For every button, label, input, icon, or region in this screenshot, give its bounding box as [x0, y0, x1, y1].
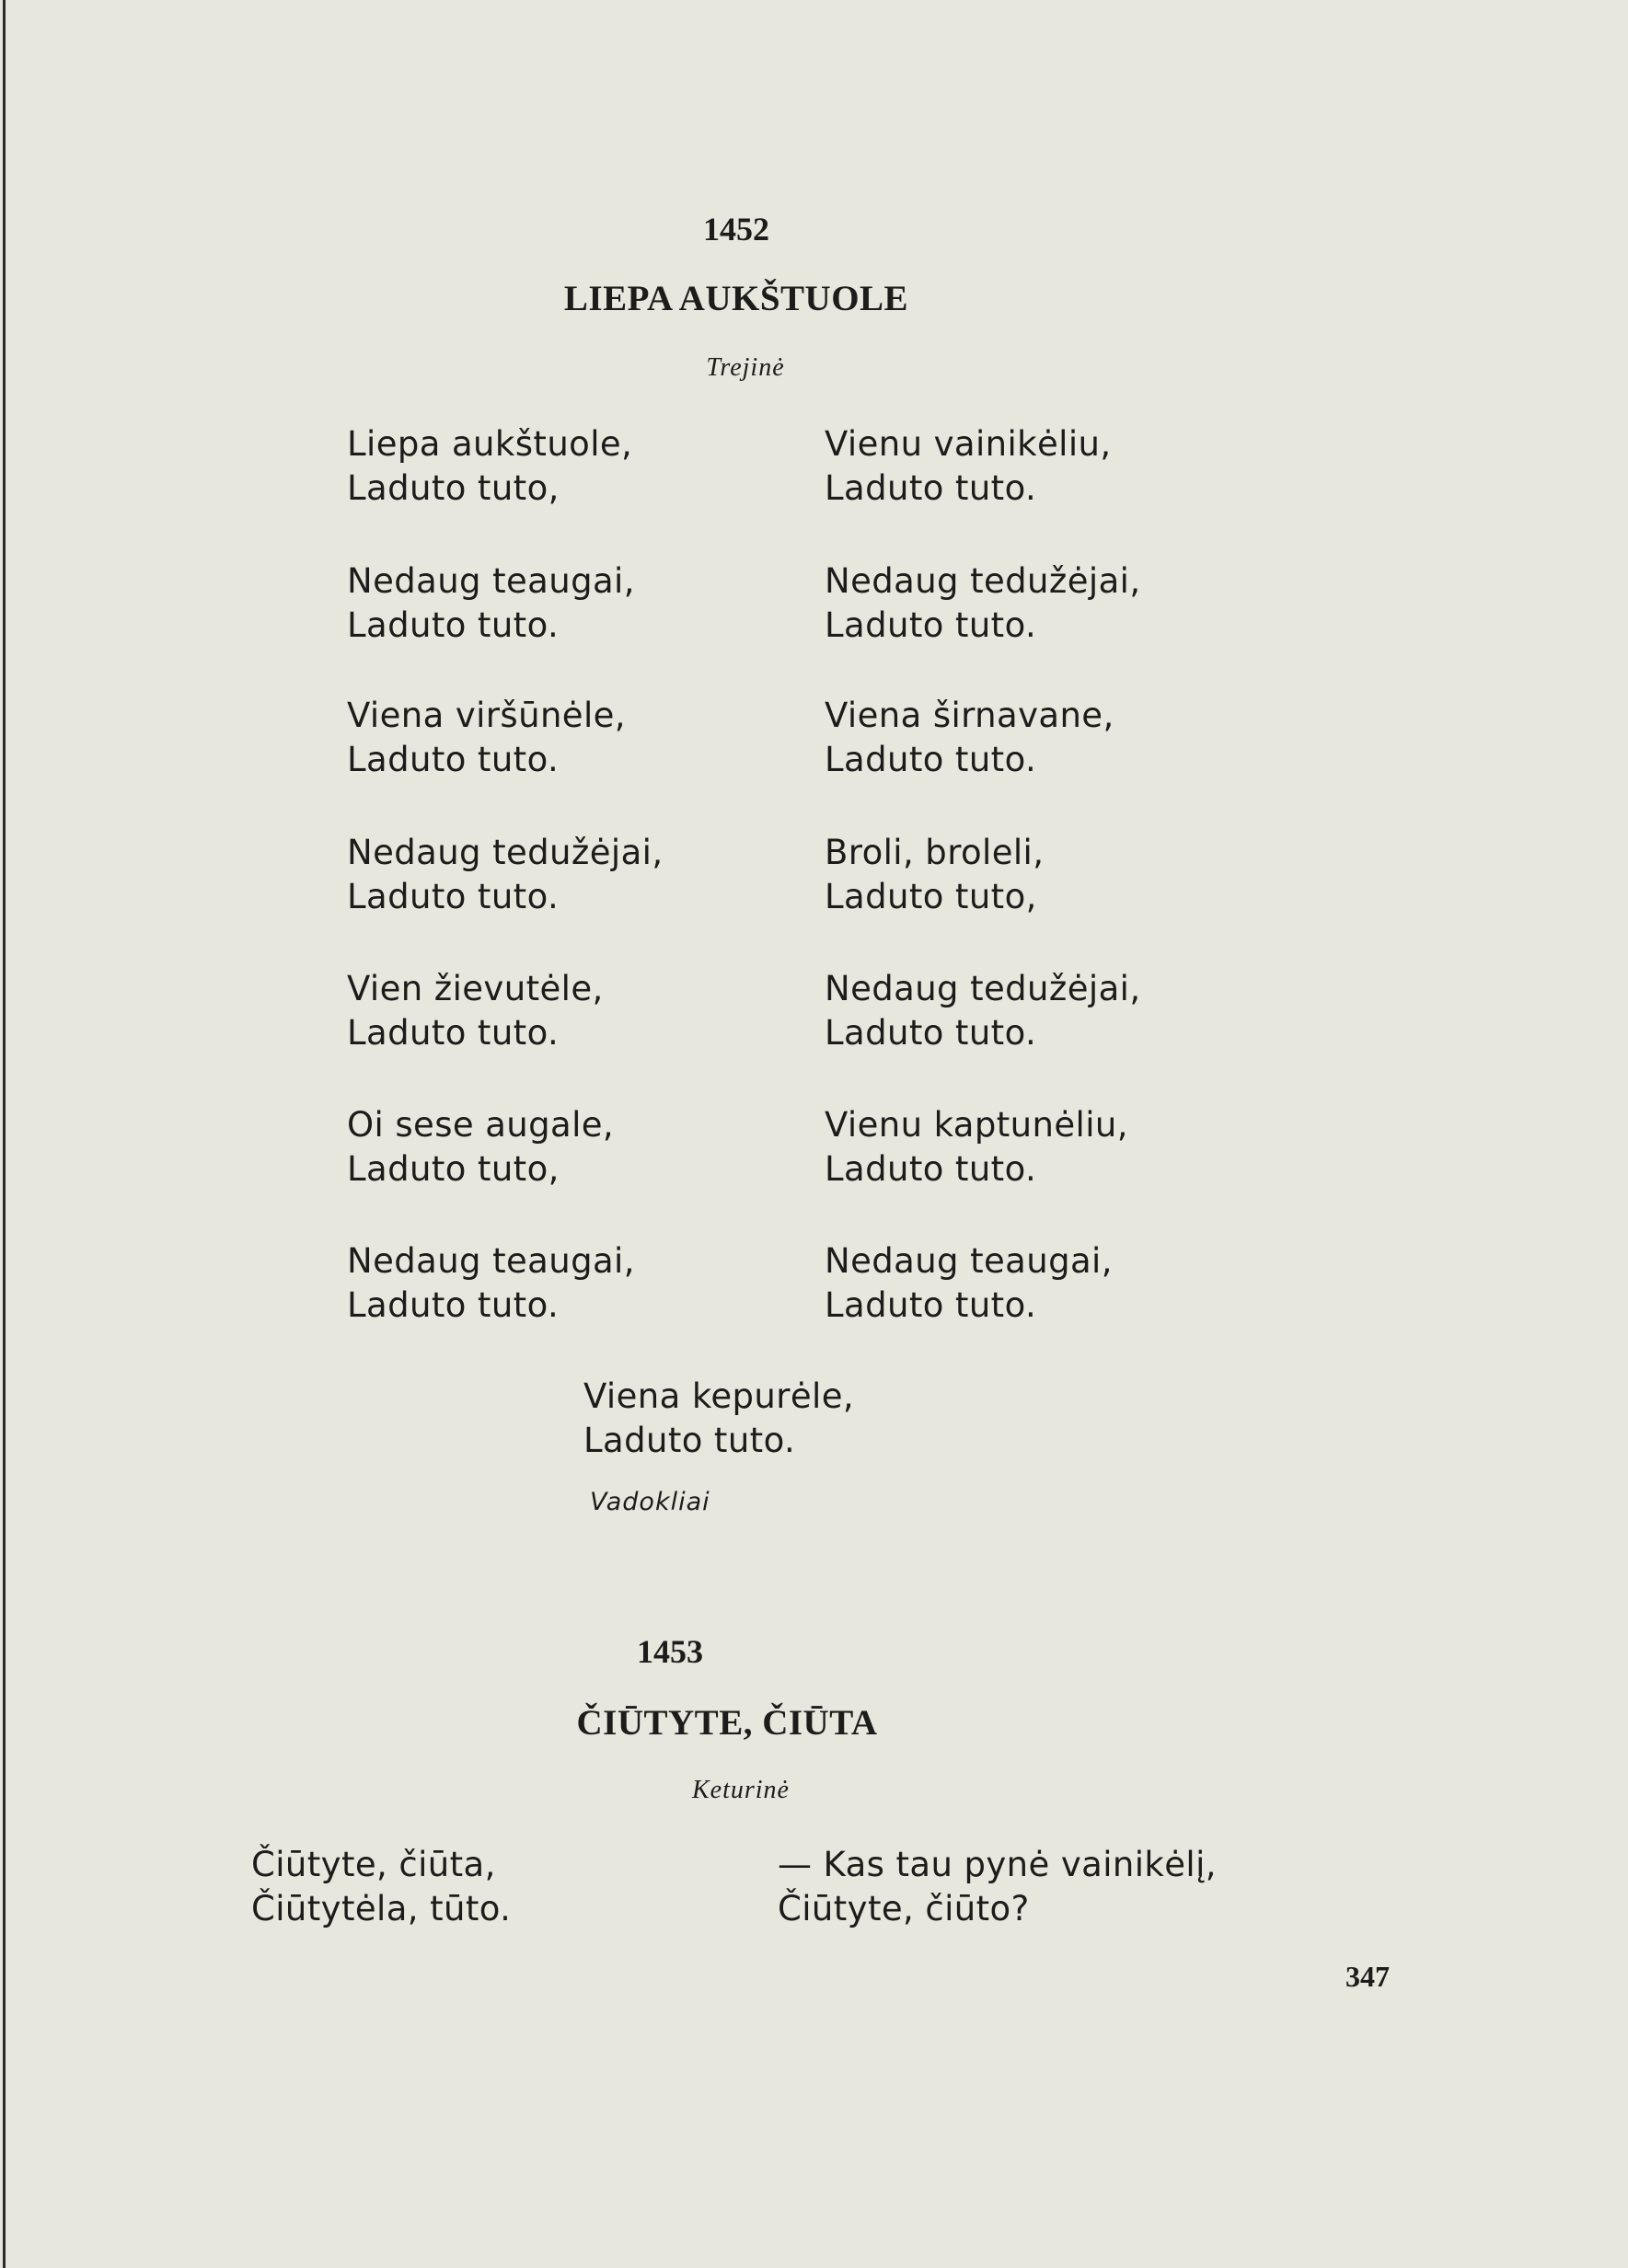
stanza-left-1: [347, 422, 632, 511]
page-number: 347: [1345, 1960, 1390, 1993]
verse-line: Vienu kaptunėliu,: [825, 1105, 1128, 1145]
verse-line: Čiūtytėla, tūto.: [251, 1889, 512, 1928]
stanza-right-7: [825, 1239, 1113, 1328]
stanza-right-5: [825, 967, 1141, 1055]
verse-line: Vienu vainikėliu,: [825, 424, 1112, 464]
verse-line: Laduto tuto.: [825, 1285, 1037, 1325]
stanza-left-4: [347, 831, 664, 919]
verse-line: Laduto tuto.: [347, 740, 560, 779]
song-number: 1452: [703, 211, 769, 248]
verse-line: Nedaug teaugai,: [825, 1241, 1113, 1281]
stanza-left-1: [251, 1843, 511, 1931]
song-title: LIEPA AUKŠTUOLE: [563, 279, 909, 318]
verse-line: Laduto tuto,: [347, 468, 560, 508]
verse-line: Viena viršūnėle,: [347, 696, 626, 735]
verse-line: Nedaug tedužėjai,: [825, 969, 1141, 1008]
stanza-right-1: [778, 1843, 1217, 1931]
verse-line: — Kas tau pynė vainikėlį,: [778, 1845, 1217, 1884]
verse-line: Laduto tuto.: [347, 605, 560, 645]
song-title: ČIŪTYTE, ČIŪTA: [576, 1703, 878, 1743]
stanza-left-2: [347, 559, 635, 648]
stanza-final: [583, 1375, 854, 1463]
stanza-right-3: [825, 694, 1114, 782]
stanza-right-4: [825, 831, 1044, 919]
verse-line: Laduto tuto.: [825, 1013, 1037, 1053]
verse-line: Laduto tuto.: [825, 468, 1037, 508]
song-subtitle: Trejinė: [706, 353, 785, 382]
stanza-left-6: [347, 1103, 614, 1192]
stanza-right-1: [825, 422, 1112, 511]
verse-line: Liepa aukštuole,: [347, 424, 633, 464]
page-edge-line: [3, 0, 6, 2268]
verse-line: Broli, broleli,: [825, 833, 1045, 872]
stanza-right-2: [825, 559, 1141, 648]
verse-line: Laduto tuto.: [825, 605, 1037, 645]
verse-line: Laduto tuto.: [583, 1421, 796, 1460]
verse-line: Nedaug tedužėjai,: [347, 833, 664, 872]
verse-line: Čiūtyte, čiūta,: [251, 1845, 496, 1884]
verse-line: Laduto tuto.: [347, 877, 560, 916]
verse-line: Nedaug teaugai,: [347, 1241, 635, 1281]
stanza-right-6: [825, 1103, 1128, 1192]
verse-line: Laduto tuto.: [347, 1013, 560, 1053]
verse-line: Nedaug tedužėjai,: [825, 561, 1141, 601]
verse-line: Viena kepurėle,: [583, 1376, 855, 1416]
song-number: 1453: [637, 1633, 703, 1670]
verse-line: Čiūtyte, čiūto?: [778, 1889, 1030, 1928]
stanza-left-7: [347, 1239, 635, 1328]
verse-line: Laduto tuto,: [347, 1149, 560, 1189]
song-source: Vadokliai: [590, 1488, 710, 1516]
stanza-left-3: [347, 694, 626, 782]
verse-line: Laduto tuto.: [347, 1285, 560, 1325]
verse-line: Laduto tuto.: [825, 740, 1037, 779]
stanza-left-5: [347, 967, 604, 1055]
verse-line: Laduto tuto.: [825, 1149, 1037, 1189]
verse-line: Viena širnavane,: [825, 696, 1114, 735]
verse-line: Oi sese augale,: [347, 1105, 615, 1145]
song-subtitle: Keturinė: [692, 1776, 790, 1804]
verse-line: Vien žievutėle,: [347, 969, 604, 1008]
verse-line: Laduto tuto,: [825, 877, 1037, 916]
verse-line: Nedaug teaugai,: [347, 561, 635, 601]
